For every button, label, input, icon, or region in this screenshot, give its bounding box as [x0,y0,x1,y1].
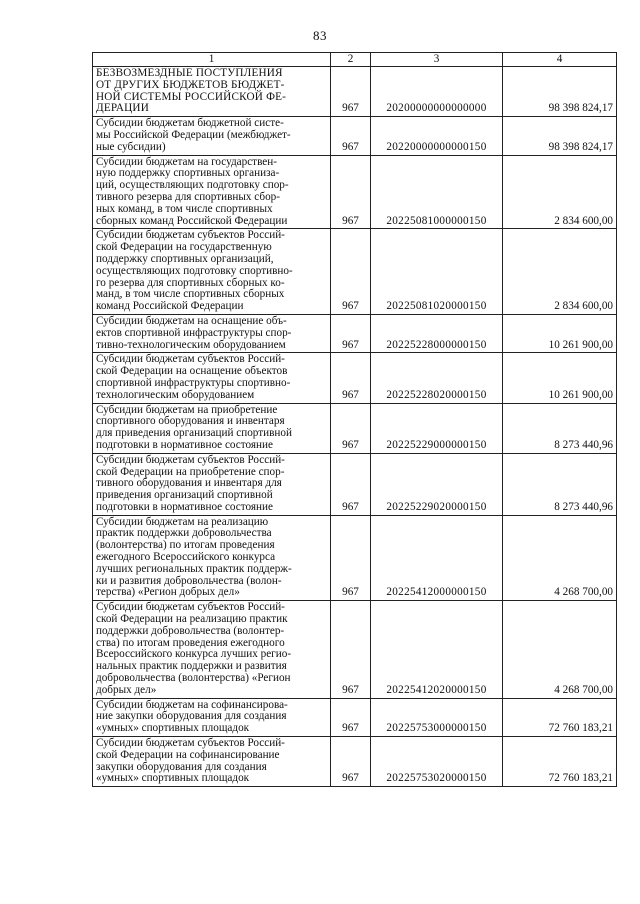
table-row [93,403,617,453]
table-row [93,155,617,229]
row-kbk-code: 20200000000000000 [371,67,503,117]
row-admin-code: 967 [331,515,371,601]
column-header-admin-code: 2 [331,53,371,67]
row-description: Субсидии бюджетам субъектов Россий- ской Федерации на софинансирование закупки оборудования для создания «умных» спортивных площадок [93,737,331,787]
row-amount: 8 273 440,96 [503,453,617,515]
row-description: Субсидии бюджетам на реализацию практик поддержки добровольчества (волонтерства) по итогам проведения ежегодного Всероссийского конкурса лучших региональных практик поддерж- ки и развития добровольчества (волон- терства) «Регион добрых дел» [93,515,331,601]
row-kbk-code: 20225229000000150 [371,403,503,453]
row-description: Субсидии бюджетам на приобретение спортивного оборудования и инвентаря для приведения организаций спортивной подготовки в нормативное состояние [93,403,331,453]
row-description: Субсидии бюджетам субъектов Россий- ской Федерации на приобретение спор- тивного оборудования и инвентаря для приведения организаций спортивной подготовки в нормативное состояние [93,453,331,515]
row-admin-code: 967 [331,229,371,315]
row-description: Субсидии бюджетам на оснащение объ- ектов спортивной инфраструктуры спор- тивно-технологическим оборудованием [93,314,331,352]
table-row [93,453,617,515]
table-row [93,314,617,352]
row-admin-code: 967 [331,698,371,736]
row-description: Субсидии бюджетам субъектов Россий- ской Федерации на государственную поддержку спортивных организаций, осуществляющих подготовку спортивно- го резерва для спортивных сборных ко- манд, в том числе спортивных сборных команд Российской Федерации [93,229,331,315]
column-header-kbk: 3 [371,53,503,67]
row-admin-code: 967 [331,453,371,515]
row-kbk-code: 20225412020000150 [371,601,503,698]
row-admin-code: 967 [331,67,371,117]
row-admin-code: 967 [331,314,371,352]
row-kbk-code: 20225753000000150 [371,698,503,736]
table-row [93,515,617,601]
row-amount: 4 268 700,00 [503,601,617,698]
row-kbk-code: 20225081020000150 [371,229,503,315]
table-row [93,698,617,736]
row-kbk-code: 20225412000000150 [371,515,503,601]
budget-revenue-table [92,52,617,787]
row-description: Субсидии бюджетам бюджетной систе- мы Российской Федерации (межбюджет- ные субсидии) [93,117,331,155]
row-amount: 10 261 900,00 [503,314,617,352]
row-description: Субсидии бюджетам субъектов Россий- ской Федерации на реализацию практик поддержки добровольчества (волонтер- ства) по итогам проведения ежегодного Всероссийского конкурса лучших регио- нальных практик поддержки и развития добровольчества (волонтерства) «Регион добрых дел» [93,601,331,698]
row-admin-code: 967 [331,353,371,403]
row-amount: 10 261 900,00 [503,353,617,403]
row-kbk-code: 20225753020000150 [371,737,503,787]
table-row [93,601,617,698]
row-kbk-code: 20220000000000150 [371,117,503,155]
row-amount: 72 760 183,21 [503,698,617,736]
table-row [93,229,617,315]
row-kbk-code: 20225229020000150 [371,453,503,515]
row-admin-code: 967 [331,403,371,453]
row-kbk-code: 20225081000000150 [371,155,503,229]
row-description: Субсидии бюджетам субъектов Россий- ской Федерации на оснащение объектов спортивной инфраструктуры спортивно- технологическим оборудованием [93,353,331,403]
row-kbk-code: 20225228000000150 [371,314,503,352]
row-admin-code: 967 [331,737,371,787]
row-description: Субсидии бюджетам на софинансирова- ние закупки оборудования для создания «умных» спортивных площадок [93,698,331,736]
row-admin-code: 967 [331,117,371,155]
row-amount: 2 834 600,00 [503,229,617,315]
row-admin-code: 967 [331,601,371,698]
table-row [93,353,617,403]
table-row [93,67,617,117]
row-amount: 2 834 600,00 [503,155,617,229]
column-header-description: 1 [93,53,331,67]
column-header-amount: 4 [503,53,617,67]
row-amount: 8 273 440,96 [503,403,617,453]
row-amount: 4 268 700,00 [503,515,617,601]
row-amount: 72 760 183,21 [503,737,617,787]
row-amount: 98 398 824,17 [503,117,617,155]
row-admin-code: 967 [331,155,371,229]
page-number: 83 [313,28,327,43]
row-amount: 98 398 824,17 [503,67,617,117]
table-header-row [93,53,617,67]
row-kbk-code: 20225228020000150 [371,353,503,403]
table-row [93,117,617,155]
table-row [93,737,617,787]
row-description: Субсидии бюджетам на государствен- ную поддержку спортивных организа- ций, осуществляющих подготовку спор- тивного резерва для спортивных сбор- ных команд, в том числе спортивных сборных команд Российской Федерации [93,155,331,229]
row-description: БЕЗВОЗМЕЗДНЫЕ ПОСТУПЛЕНИЯ ОТ ДРУГИХ БЮДЖЕТОВ БЮДЖЕТ- НОЙ СИСТЕМЫ РОССИЙСКОЙ ФЕ- ДЕРАЦИИ [93,67,331,117]
